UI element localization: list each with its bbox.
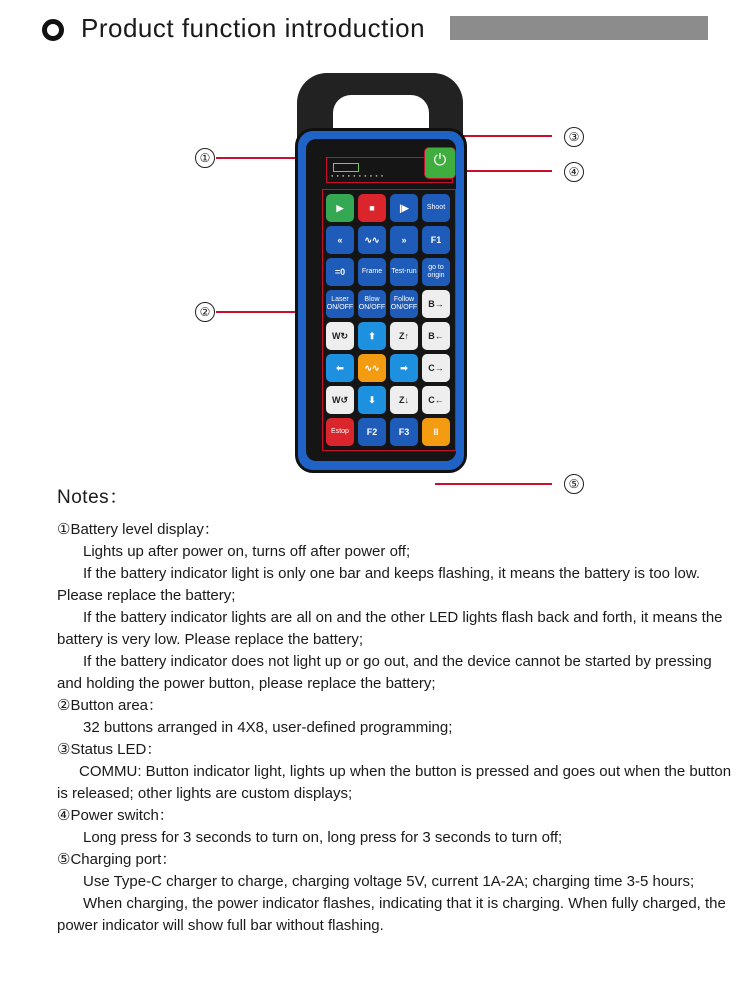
remote-key-26: ⬇: [358, 386, 386, 414]
charging-section-title: ⑤Charging port：: [57, 851, 177, 868]
remote-key-21: ⬅: [326, 354, 354, 382]
remote-key-24: C→: [422, 354, 450, 382]
battery-note-1: Lights up after power on, turns off after power off;: [83, 543, 411, 560]
battery-indicator: [333, 163, 359, 172]
button-section-title: ②Button area：: [57, 697, 164, 714]
remote-key-16: B→: [422, 290, 450, 318]
title-decor-bar: [450, 16, 708, 40]
remote-key-19: Z↑: [390, 322, 418, 350]
status-leds: ● ● ● ● ● ● ● ● ● ●: [331, 173, 385, 178]
remote-key-11: Test-run: [390, 258, 418, 286]
remote-key-1: ▶: [326, 194, 354, 222]
remote-key-17: W↻: [326, 322, 354, 350]
page-title: Product function introduction: [81, 13, 426, 43]
remote-key-4: Shoot: [422, 194, 450, 222]
remote-key-6: ∿∿: [358, 226, 386, 254]
remote-key-32: II: [422, 418, 450, 446]
charging-note-1: Use Type-C charger to charge, charging voltage 5V, current 1A-2A; charging time 3-5 hours;: [83, 873, 695, 890]
callout-2: ②: [195, 302, 215, 322]
remote-key-23: ➡: [390, 354, 418, 382]
button-area: [322, 189, 456, 451]
remote-key-20: B←: [422, 322, 450, 350]
battery-section-title: ①Battery level display：: [57, 521, 219, 538]
charging-note-2: When charging, the power indicator flashes, indicating that it is charging. When fully charged, the power indicator will show full bar without flashing.: [57, 895, 726, 934]
remote-key-14: Blow ON/OFF: [358, 290, 386, 318]
remote-key-25: W↺: [326, 386, 354, 414]
remote-face: [306, 139, 456, 461]
notes-heading: Notes：: [57, 487, 129, 508]
callout-4: ④: [564, 162, 584, 182]
remote-key-15: Follow ON/OFF: [390, 290, 418, 318]
section-header: [0, 0, 750, 60]
power-switch-note-1: Long press for 3 seconds to turn on, long press for 3 seconds to turn off;: [83, 829, 563, 846]
callout-3: ③: [564, 127, 584, 147]
remote-key-8: F1: [422, 226, 450, 254]
remote-control-illustration: [295, 73, 467, 473]
remote-key-13: Laser ON/OFF: [326, 290, 354, 318]
callout-5-line: [435, 483, 552, 485]
remote-key-29: Estop: [326, 418, 354, 446]
battery-note-2: If the battery indicator light is only one bar and keeps flashing, it means the battery is too low. Please replace the battery;: [57, 565, 701, 604]
remote-key-10: Frame: [358, 258, 386, 286]
remote-key-18: ⬆: [358, 322, 386, 350]
power-switch-section-title: ④Power switch：: [57, 807, 174, 824]
remote-body: [295, 128, 467, 473]
battery-note-4: If the battery indicator does not light up or go out, and the device cannot be started by pressing and holding the power button, please replace the battery;: [57, 653, 712, 692]
remote-key-3: |▶: [390, 194, 418, 222]
remote-key-5: «: [326, 226, 354, 254]
remote-key-22: ∿∿: [358, 354, 386, 382]
battery-note-3: If the battery indicator lights are all on and the other LED lights flash back and forth, it means the battery is very low. Please replace the battery;: [57, 609, 723, 648]
remote-key-31: F3: [390, 418, 418, 446]
remote-key-27: Z↓: [390, 386, 418, 414]
callout-1: ①: [195, 148, 215, 168]
callout-5: ⑤: [564, 474, 584, 494]
remote-key-7: »: [390, 226, 418, 254]
remote-key-12: go to origin: [422, 258, 450, 286]
status-led-note-1: COMMU: Button indicator light, lights up when the button is pressed and goes out when the button is released; other lights are custom displays;: [57, 763, 732, 802]
notes-section: [57, 487, 737, 937]
button-note-1: 32 buttons arranged in 4X8, user-defined programming;: [83, 719, 453, 736]
remote-key-28: C←: [422, 386, 450, 414]
remote-key-2: ■: [358, 194, 386, 222]
power-button: ⏻: [424, 147, 456, 179]
status-led-section-title: ③Status LED：: [57, 741, 162, 758]
circle-bullet-icon: [42, 19, 64, 41]
remote-key-9: =0: [326, 258, 354, 286]
remote-key-30: F2: [358, 418, 386, 446]
